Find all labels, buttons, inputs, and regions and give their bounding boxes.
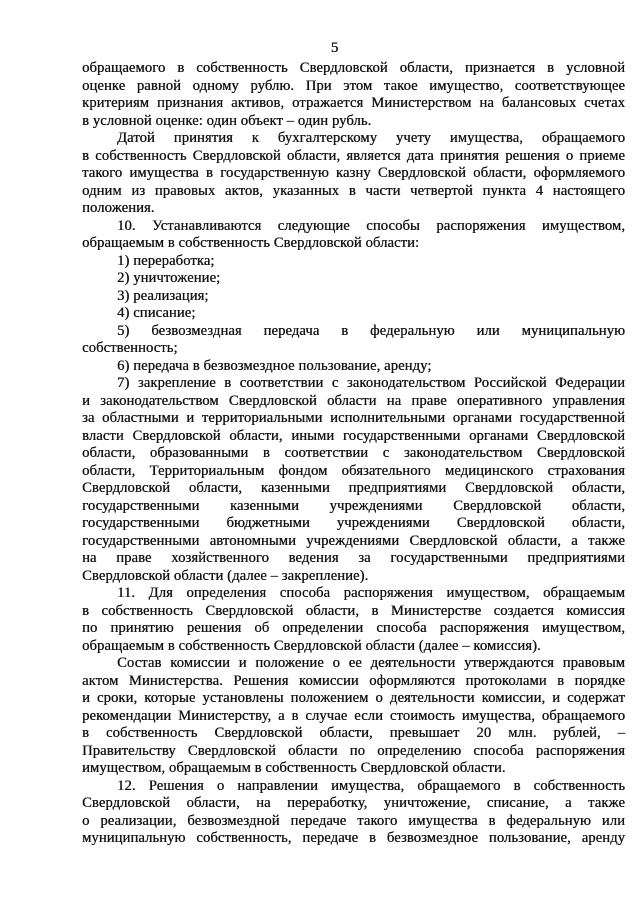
text-line: 2) уничтожение; (117, 270, 221, 286)
text-line: 1) переработка; (117, 252, 215, 269)
text-line: власти Свердловской области, иными государственными органами Свердловской (82, 427, 625, 444)
text-line: в собственность Свердловской области, в Министерстве создается комиссия (82, 602, 625, 619)
text-line: 5) безвозмездная передача в федеральную или муниципальную (117, 322, 625, 339)
text-line: муниципальную собственность, передаче в безвозмездное пользование, аренду (82, 830, 625, 846)
page-number: 5 (330, 40, 339, 56)
text-line: положения. (82, 200, 155, 216)
text-line: 3) реализация; (117, 287, 209, 304)
text-line: 6) передача в безвозмездное пользование, аренду; (117, 357, 432, 374)
text-line: имуществом, обращаемым в собственность Свердловской области. (82, 760, 506, 776)
text-line: 11. Для определения способа распоряжения имуществом, обращаемым (117, 585, 625, 601)
text-line: в собственность Свердловской области, является дата принятия решения о приеме (82, 147, 625, 164)
text-line: области, Территориальным фондом обязательного медицинского страхования (82, 462, 625, 479)
text-line: оценке равной одному рублю. При этом такое имущество, соответствующее (82, 77, 625, 94)
text-line: обращаемого в собственность Свердловской области, признается в условной (82, 60, 625, 76)
text-line: в условной оценке: один объект – один рубль. (82, 112, 372, 129)
text-line: за областными и территориальными исполнительными органами государственной (82, 410, 625, 426)
text-line: критериям признания активов, отражается Министерством на балансовых счетах (82, 95, 625, 111)
text-line: обращаемым в собственность Свердловской области (далее – комиссия). (82, 637, 541, 654)
text-line: собственность; (82, 340, 178, 356)
text-line: и законодательством Свердловской области на праве оперативного управления (82, 392, 625, 409)
text-line: государственными бюджетными учреждениями Свердловской области, (82, 515, 625, 531)
text-line: Правительству Свердловской области по определению способа распоряжения (82, 742, 625, 759)
text-line: Датой принятия к бухгалтерскому учету имущества, обращаемого (117, 130, 625, 146)
text-line: в собственность Свердловской области, превышает 20 млн. рублей, – (82, 725, 625, 741)
document-body (82, 60, 625, 848)
text-line: одним из правовых актов, указанных в части четвертой пункта 4 настоящего (82, 182, 625, 199)
text-line: рекомендации Министерству, а в случае если стоимость имущества, обращаемого (82, 707, 625, 724)
text-line: 10. Устанавливаются следующие способы распоряжения имуществом, (117, 217, 625, 234)
text-line: и сроки, которые установлены положением о деятельности комиссии, и содержат (82, 690, 625, 706)
text-line: о реализации, безвозмездной передаче такого имущества в федеральную или (82, 812, 625, 829)
text-line: Свердловской области, казенными предприятиями Свердловской области, (82, 480, 625, 496)
text-line: Свердловской области, на переработку, уничтожение, списание, а также (82, 795, 625, 811)
text-line: по принятию решения об определении способа распоряжения имуществом, (82, 620, 625, 636)
text-line: Состав комиссии и положение о ее деятельности утверждаются правовым (117, 655, 625, 671)
text-line: Свердловской области (далее – закрепление). (82, 567, 369, 584)
text-line: области, образованными в соответствии с законодательством Свердловской (82, 445, 625, 461)
text-line: обращаемым в собственность Свердловской области: (82, 235, 420, 251)
text-line: такого имущества в государственную казну Свердловской области, оформляемого (82, 165, 625, 181)
text-line: 4) списание; (117, 305, 196, 321)
text-line: государственными казенными учреждениями Свердловской области, (82, 497, 625, 514)
text-line: актом Министерства. Решения комиссии оформляются протоколами в порядке (82, 672, 625, 689)
text-line: государственными автономными учреждениями Свердловской области, а также (82, 532, 625, 549)
text-line: 7) закрепление в соответствии с законодательством Российской Федерации (117, 375, 625, 391)
text-line: 12. Решения о направлении имущества, обращаемого в собственность (117, 777, 625, 794)
text-line: на праве хозяйственного ведения за государственными предприятиями (82, 550, 625, 566)
